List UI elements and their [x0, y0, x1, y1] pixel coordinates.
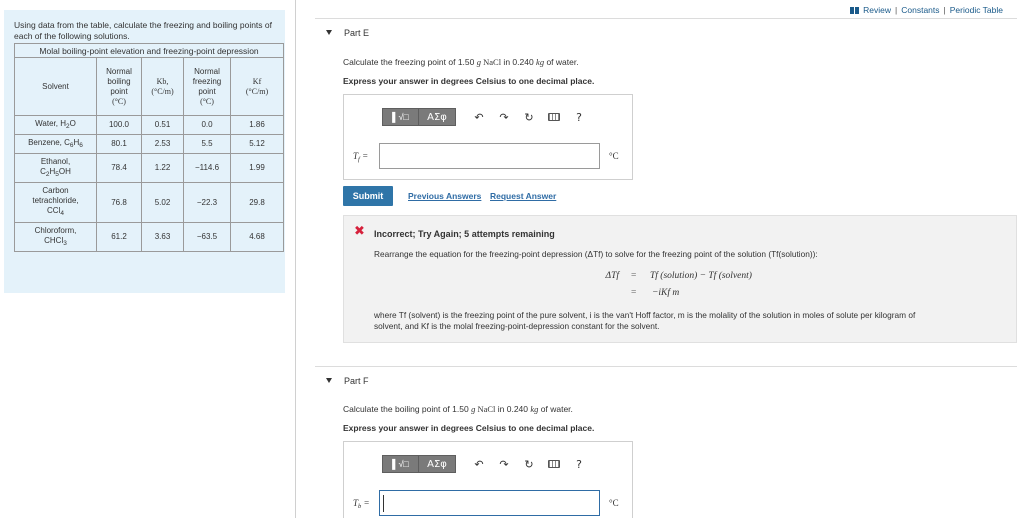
kb-cell: 0.51 — [142, 116, 184, 135]
part-e-question: Calculate the freezing point of 1.50 g NaCl in 0.240 kg of water. — [343, 57, 579, 67]
kb-cell: 1.22 — [142, 154, 184, 183]
reset-icon[interactable]: ↻ — [524, 110, 534, 124]
header-kf: Kf (°C/m) — [231, 58, 284, 116]
equation-rhs-2: −iKf m — [652, 288, 680, 298]
kf-cell: 1.99 — [231, 154, 284, 183]
equation-equals: = — [631, 271, 637, 281]
book-icon — [850, 7, 859, 14]
table-header-row — [15, 58, 284, 116]
bp-cell: 78.4 — [97, 154, 142, 183]
solvent-cell: Carbon tetrachloride, CCl$_4$ — [15, 183, 97, 223]
solvent-cell: Chloroform, CHCl$_3$ — [15, 223, 97, 252]
reset-icon[interactable]: ↻ — [524, 457, 534, 471]
request-answer-link[interactable]: Request Answer — [490, 191, 557, 201]
solvent-cell: Water, $H_2O$ — [15, 116, 97, 135]
symbols-button[interactable]: ΑΣφ — [419, 108, 456, 126]
collapse-arrow-icon[interactable] — [326, 30, 332, 35]
part-e-answer-input[interactable] — [379, 143, 600, 169]
redo-icon[interactable]: ↷ — [499, 457, 509, 471]
periodic-table-link[interactable]: Periodic Table — [949, 5, 1003, 15]
help-icon[interactable]: ? — [576, 457, 582, 471]
table-row — [15, 135, 284, 154]
kb-cell: 3.63 — [142, 223, 184, 252]
text-cursor — [383, 495, 384, 512]
templates-button[interactable]: ▌√□ — [382, 455, 419, 473]
header-freezing-point: Normal freezing point (°C) — [184, 58, 231, 116]
feedback-hint: Rearrange the equation for the freezing-point depression (ΔTf) to solve for the freezing point of the solution (Tf(solution)): — [374, 249, 818, 259]
data-table — [14, 43, 284, 252]
redo-icon[interactable]: ↷ — [499, 110, 509, 124]
fp-cell: −114.6 — [184, 154, 231, 183]
kf-cell: 1.86 — [231, 116, 284, 135]
review-link[interactable]: Review — [863, 5, 892, 15]
header-boiling-point: Normal boiling point (°C) — [97, 58, 142, 116]
top-links — [850, 5, 1003, 15]
part-f-question: Calculate the boiling point of 1.50 g NaCl in 0.240 kg of water. — [343, 404, 573, 414]
fp-cell: 5.5 — [184, 135, 231, 154]
solvent-cell: Ethanol, $C_2H_5OH$ — [15, 154, 97, 183]
help-icon[interactable]: ? — [576, 110, 582, 124]
part-e-header[interactable] — [315, 18, 1017, 46]
fp-cell: −22.3 — [184, 183, 231, 223]
bp-cell: 76.8 — [97, 183, 142, 223]
collapse-arrow-icon[interactable] — [326, 378, 332, 383]
symbols-button[interactable]: ΑΣφ — [419, 455, 456, 473]
feedback-box — [343, 215, 1017, 343]
panel-divider — [295, 0, 296, 518]
part-f-label: Part F — [344, 375, 369, 386]
part-e-label: Part E — [344, 27, 370, 38]
constants-link[interactable]: Constants — [901, 5, 940, 15]
part-e-answer-box — [343, 94, 633, 180]
feedback-title: Incorrect; Try Again; 5 attempts remaining — [374, 229, 555, 239]
keyboard-icon[interactable] — [547, 110, 561, 124]
math-toolbar — [382, 455, 586, 473]
kf-cell: 29.8 — [231, 183, 284, 223]
table-row — [15, 154, 284, 183]
math-toolbar — [382, 108, 586, 126]
fp-cell: −63.5 — [184, 223, 231, 252]
fp-cell: 0.0 — [184, 116, 231, 135]
submit-button[interactable]: Submit — [343, 186, 393, 206]
incorrect-icon: ✖ — [354, 224, 365, 239]
keyboard-icon[interactable] — [547, 457, 561, 471]
equation-rhs-1: Tf (solution) − Tf (solvent) — [650, 271, 752, 281]
equation-lhs: ΔTf — [605, 271, 619, 281]
link-separator: | — [895, 5, 898, 15]
feedback-where-line-1: where Tf (solvent) is the freezing point of the pure solvent, i is the van't Hoff factor, m is the molality of the solution in moles of solute per kilogram of — [374, 310, 916, 320]
bp-cell: 80.1 — [97, 135, 142, 154]
answer-unit: °C — [609, 498, 619, 508]
part-e-instruction: Express your answer in degrees Celsius to one decimal place. — [343, 76, 595, 86]
solvent-cell: Benzene, $C_6H_6$ — [15, 135, 97, 154]
bp-cell: 61.2 — [97, 223, 142, 252]
table-row — [15, 183, 284, 223]
feedback-where-line-2: solvent, and Kf is the molal freezing-point-depression constant for the solvent. — [374, 321, 660, 331]
kf-cell: 5.12 — [231, 135, 284, 154]
panel-intro: Using data from the table, calculate the freezing and boiling points of each of the following solutions. — [14, 20, 272, 41]
equation-equals: = — [631, 288, 637, 298]
part-f-instruction: Express your answer in degrees Celsius to one decimal place. — [343, 423, 595, 433]
header-solvent: Solvent — [15, 58, 97, 116]
undo-icon[interactable]: ↶ — [474, 457, 484, 471]
link-separator: | — [943, 5, 946, 15]
templates-button[interactable]: ▌√□ — [382, 108, 419, 126]
header-kb: Kb, (°C/m) — [142, 58, 184, 116]
table-row — [15, 223, 284, 252]
bp-cell: 100.0 — [97, 116, 142, 135]
undo-icon[interactable]: ↶ — [474, 110, 484, 124]
previous-answers-link[interactable]: Previous Answers — [408, 191, 482, 201]
answer-variable-label: $T_b$ = — [353, 498, 370, 510]
part-f-header[interactable] — [315, 366, 1017, 394]
kb-cell: 2.53 — [142, 135, 184, 154]
table-caption: Molal boiling-point elevation and freezing-point depression — [15, 44, 284, 58]
kb-cell: 5.02 — [142, 183, 184, 223]
part-f-answer-input[interactable] — [379, 490, 600, 516]
part-f-answer-box — [343, 441, 633, 518]
table-row — [15, 116, 284, 135]
data-panel — [4, 10, 285, 293]
kf-cell: 4.68 — [231, 223, 284, 252]
answer-unit: °C — [609, 151, 619, 161]
answer-variable-label: $T_f$ = — [353, 151, 369, 163]
